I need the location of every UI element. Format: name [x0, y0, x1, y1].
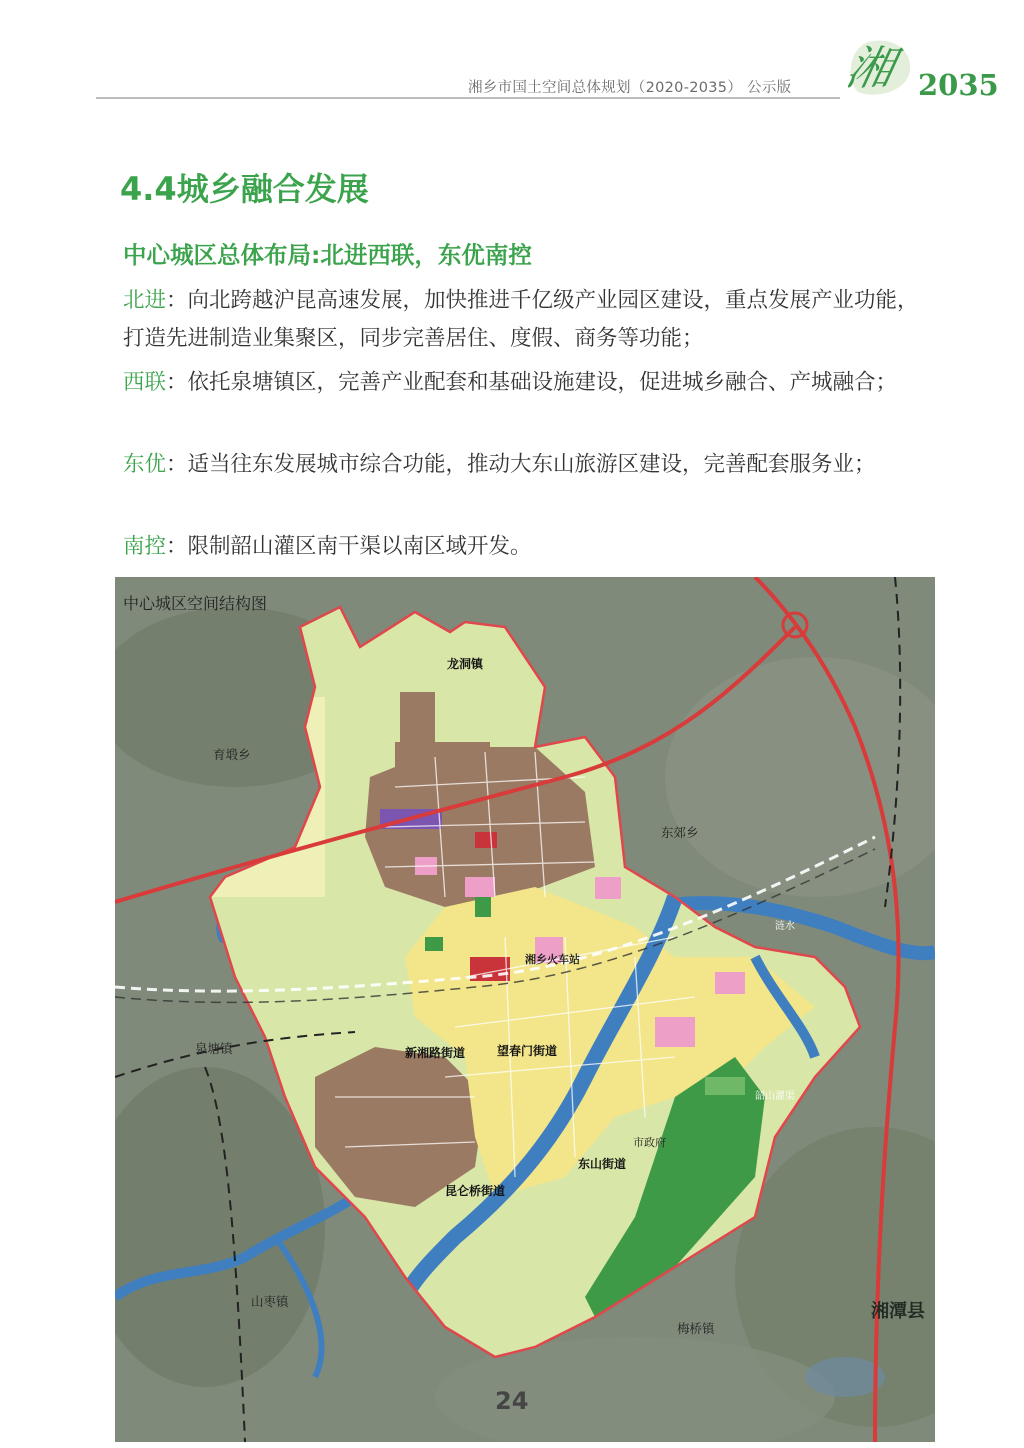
place-wangchunmen: 望春门街道 — [497, 1044, 558, 1058]
map-caption: 中心城区空间结构图 — [123, 594, 268, 613]
place-xiangtan: 湘潭县 — [871, 1301, 925, 1322]
map-graphic — [115, 577, 935, 1442]
paragraph-label: 东优 — [123, 452, 167, 477]
header-title: 湘乡市国土空间总体规划（2020-2035） 公示版 — [468, 80, 792, 96]
place-kunlunqiao: 昆仑桥街道 — [445, 1184, 506, 1198]
paragraph-text: ：向北跨越沪昆高速发展，加快推进千亿级产业园区建设，重点发展产业功能，打造先进制造业集聚区，同步完善居住、度假、商务等功能； — [123, 288, 919, 351]
paragraph-dongyou — [123, 446, 923, 484]
place-longdong: 龙洞镇 — [447, 657, 484, 671]
section-title: 4.4城乡融合发展 — [120, 170, 369, 208]
paragraph-label: 南控 — [123, 534, 167, 559]
header-divider — [96, 97, 840, 99]
place-dongjiao: 东郊乡 — [661, 825, 699, 840]
paragraph-xilian — [123, 364, 923, 402]
place-quantang: 泉塘镇 — [195, 1041, 233, 1056]
logo — [838, 30, 999, 110]
place-dongshan: 东山街道 — [578, 1157, 627, 1171]
page-number: 24 — [495, 1387, 529, 1415]
paragraph-text: ：依托泉塘镇区，完善产业配套和基础设施建设，促进城乡融合、产城融合； — [166, 370, 898, 395]
structure-map — [115, 577, 935, 1442]
paragraph-label: 西联 — [123, 370, 167, 395]
place-shanzao: 山枣镇 — [251, 1294, 289, 1309]
place-shaoshanguanqu: 韶山灌渠 — [755, 1091, 795, 1102]
place-xinxianglu: 新湘路街道 — [405, 1046, 466, 1060]
logo-year: 2035 — [918, 68, 999, 102]
logo-script: 湘 — [841, 41, 896, 95]
place-huoche: 湘乡火车站 — [525, 953, 580, 966]
paragraph-text: ：适当往东发展城市综合功能，推动大东山旅游区建设，完善配套服务业； — [166, 452, 876, 477]
place-lianshui: 涟水 — [775, 921, 795, 932]
paragraph-nankong — [123, 528, 923, 566]
paragraph-label: 北进 — [123, 288, 167, 313]
place-meiqiao: 梅桥镇 — [677, 1321, 715, 1336]
place-yuchang: 育塅乡 — [213, 747, 251, 762]
paragraph-beijin — [123, 282, 923, 358]
paragraph-text: ：限制韶山灌区南干渠以南区域开发。 — [166, 534, 532, 559]
section-subtitle: 中心城区总体布局:北进西联，东优南控 — [123, 241, 532, 269]
place-shizhengfu: 市政府 — [633, 1136, 666, 1149]
